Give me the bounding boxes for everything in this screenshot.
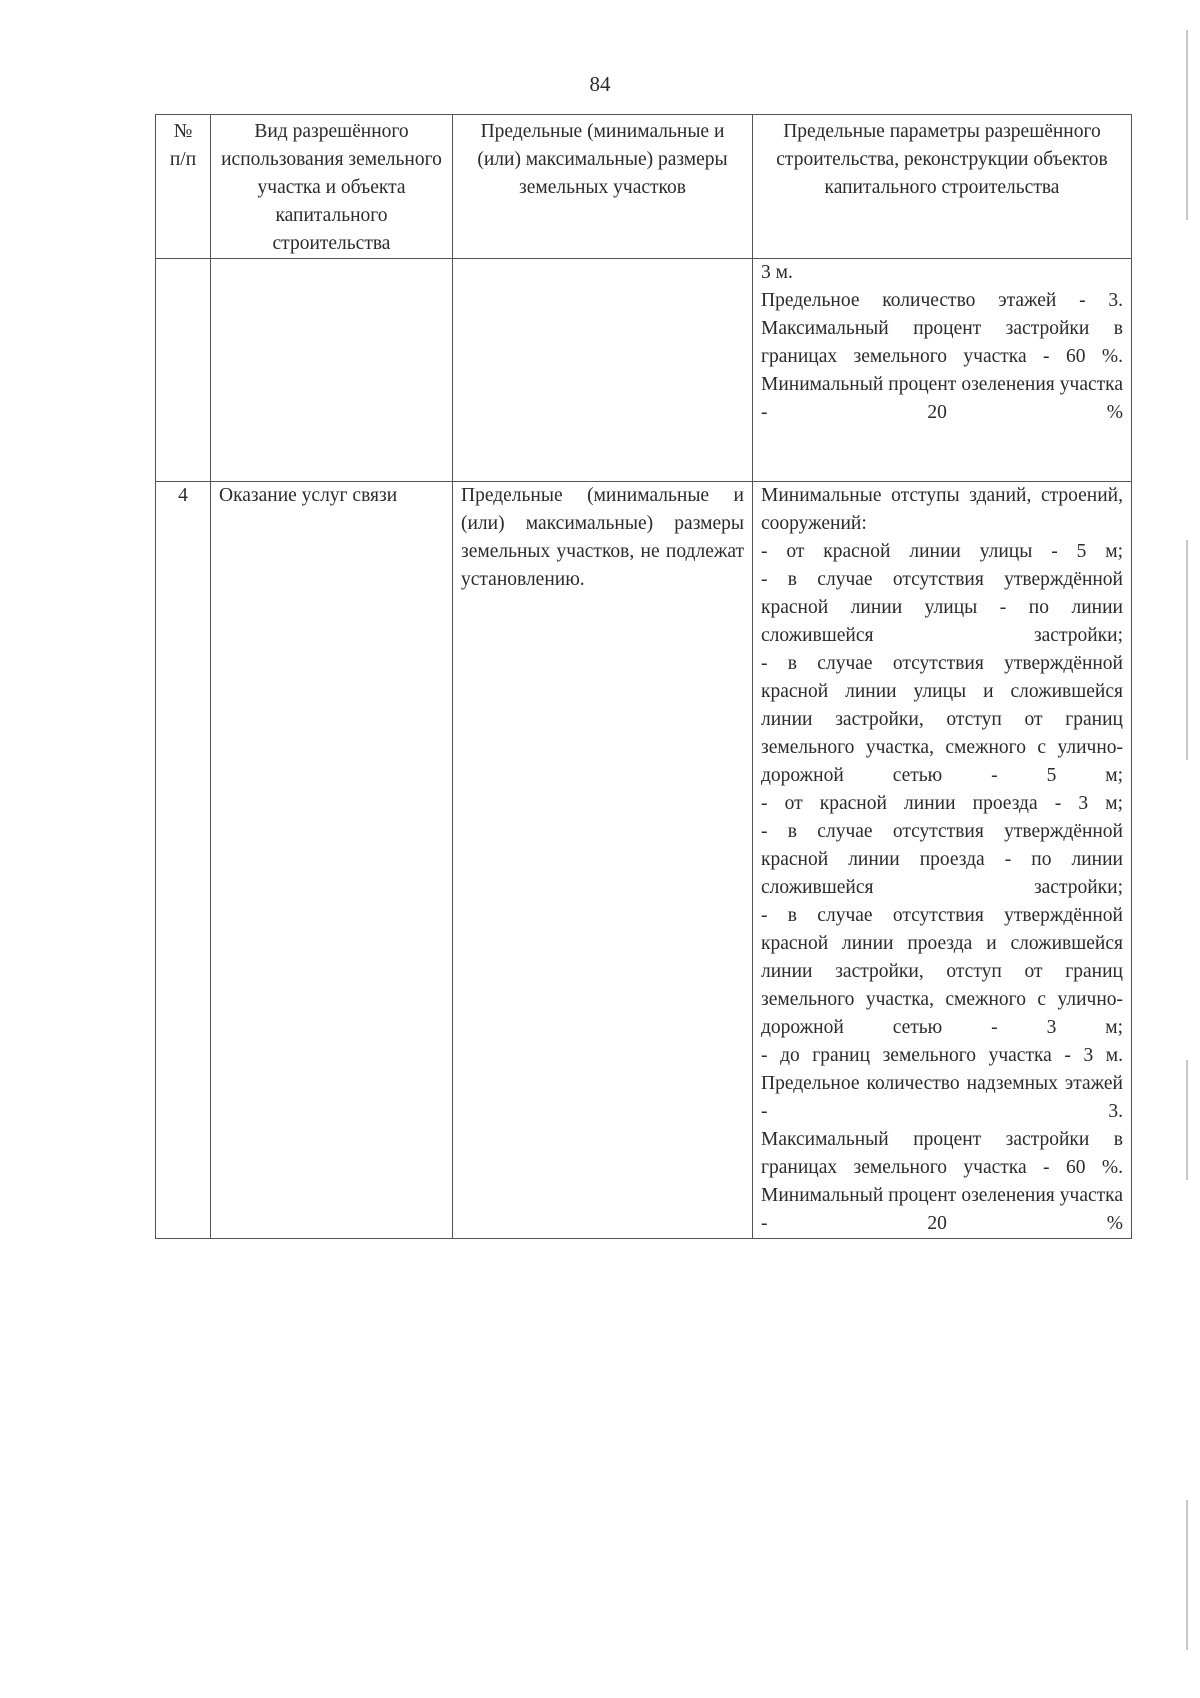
param-line: - в случае отсутствия утверждённой красной линии улицы - по линии сложившейся застройки;: [761, 569, 1123, 646]
page-number: 84: [589, 72, 611, 96]
cell-use-type: Оказание услуг связи: [211, 482, 453, 1239]
scan-edge-line: [1186, 1060, 1188, 1180]
scan-edge-line: [1186, 30, 1188, 220]
scan-edge-line: [1186, 540, 1188, 760]
header-build-params: Предельные параметры разрешённого строительства, реконструкции объектов капитального строительства: [753, 115, 1132, 259]
cell-plot-sizes: Предельные (минимальные и (или) максимальные) размеры земельных участков, не подлежат установлению.: [453, 482, 753, 1239]
cell-number: [156, 259, 211, 482]
param-line: - в случае отсутствия утверждённой красной линии проезда и сложившейся линии застройки, отступ от границ земельного участка, смежного с улично-дорожной сетью - 3 м;: [761, 905, 1123, 1038]
param-line: - в случае отсутствия утверждённой красной линии проезда - по линии сложившейся застройки;: [761, 821, 1123, 898]
param-line: - в случае отсутствия утверждённой красной линии улицы и сложившейся линии застройки, отступ от границ земельного участка, смежного с улично-дорожной сетью - 5 м;: [761, 653, 1123, 786]
param-line: Минимальный процент озеленения участка - 20 %: [761, 374, 1123, 423]
regulations-table: [155, 114, 1132, 1239]
table-row-continuation: [156, 259, 1132, 482]
param-line: - от красной линии проезда - 3 м;: [761, 793, 1123, 814]
cell-plot-sizes: [453, 259, 753, 482]
cell-number: 4: [156, 482, 211, 1239]
cell-use-type: [211, 259, 453, 482]
scan-edge-line: [1186, 1500, 1188, 1650]
cell-build-params: [753, 259, 1132, 482]
param-line: Максимальный процент застройки в границах земельного участка - 60 %.: [761, 1129, 1123, 1178]
cell-build-params: [753, 482, 1132, 1239]
param-line: - до границ земельного участка - 3 м.: [761, 1045, 1123, 1066]
param-line: Предельное количество этажей - 3.: [761, 290, 1123, 311]
param-line: 3 м.: [761, 262, 793, 283]
header-number: № п/п: [156, 115, 211, 259]
param-line: Минимальный процент озеленения участка - 20 %: [761, 1185, 1123, 1234]
table-header-row: [156, 115, 1132, 259]
header-use-type: Вид разрешённого использования земельного участка и объекта капитального строительства: [211, 115, 453, 259]
param-line: Минимальные отступы зданий, строений, сооружений:: [761, 485, 1123, 534]
table-row: [156, 482, 1132, 1239]
param-line: - от красной линии улицы - 5 м;: [761, 541, 1123, 562]
param-line: Максимальный процент застройки в границах земельного участка - 60 %.: [761, 318, 1123, 367]
header-plot-sizes: Предельные (минимальные и (или) максимальные) размеры земельных участков: [453, 115, 753, 259]
param-line: Предельное количество надземных этажей - 3.: [761, 1073, 1123, 1122]
